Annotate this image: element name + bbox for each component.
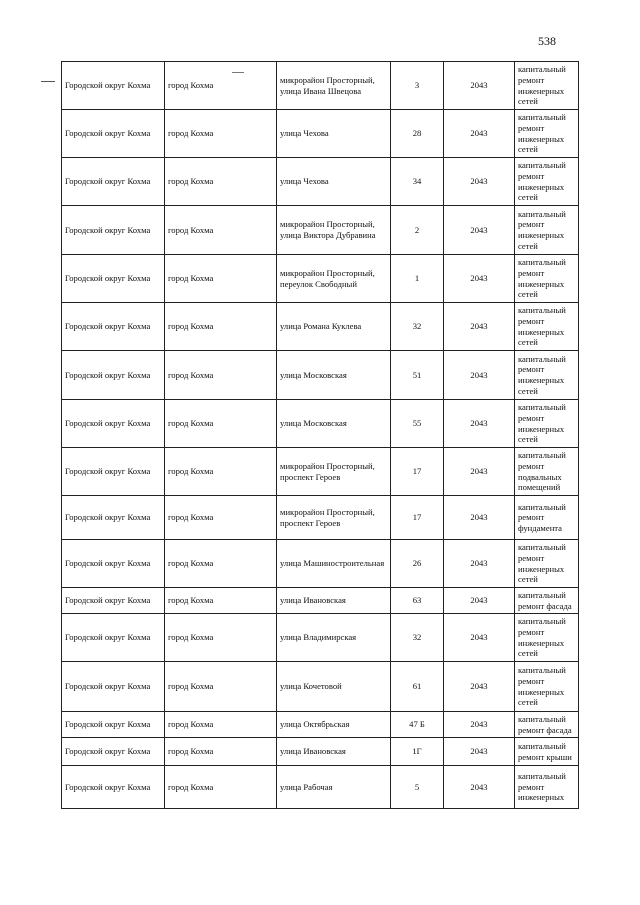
work-type-cell: капитальный ремонт инженерных сетей (515, 303, 579, 351)
district-cell: Городской округ Кохма (62, 351, 165, 400)
work-type-cell: капитальный ремонт фасада (515, 588, 579, 614)
table-row (62, 110, 579, 158)
work-type-cell: капитальный ремонт инженерных сетей (515, 62, 579, 110)
work-type-cell: капитальный ремонт подвальных помещений (515, 448, 579, 496)
house-number-cell: 32 (391, 614, 444, 662)
district-cell: Городской округ Кохма (62, 255, 165, 303)
street-cell: улица Машиностроительная (277, 540, 391, 588)
table-row (62, 540, 579, 588)
street-cell: улица Октябрьская (277, 712, 391, 738)
repair-schedule-table (61, 61, 579, 809)
district-cell: Городской округ Кохма (62, 496, 165, 540)
year-cell: 2043 (444, 662, 515, 712)
house-number-cell: 63 (391, 588, 444, 614)
work-type-cell: капитальный ремонт инженерных сетей (515, 351, 579, 400)
work-type-cell: капитальный ремонт инженерных сетей (515, 614, 579, 662)
year-cell: 2043 (444, 712, 515, 738)
district-cell: Городской округ Кохма (62, 712, 165, 738)
house-number-cell: 1Г (391, 738, 444, 766)
year-cell: 2043 (444, 206, 515, 255)
year-cell: 2043 (444, 110, 515, 158)
street-cell: улица Кочетовой (277, 662, 391, 712)
table-row (62, 496, 579, 540)
district-cell: Городской округ Кохма (62, 448, 165, 496)
district-cell: Городской округ Кохма (62, 540, 165, 588)
table-row (62, 448, 579, 496)
house-number-cell: 55 (391, 400, 444, 448)
street-cell: микрорайон Просторный, проспект Героев (277, 448, 391, 496)
year-cell: 2043 (444, 400, 515, 448)
table-row (62, 158, 579, 206)
district-cell: Городской округ Кохма (62, 738, 165, 766)
house-number-cell: 32 (391, 303, 444, 351)
house-number-cell: 28 (391, 110, 444, 158)
house-number-cell: 17 (391, 448, 444, 496)
year-cell: 2043 (444, 496, 515, 540)
house-number-cell: 61 (391, 662, 444, 712)
year-cell: 2043 (444, 303, 515, 351)
locality-cell: город Кохма (165, 766, 277, 809)
work-type-cell: капитальный ремонт инженерных сетей (515, 255, 579, 303)
table-row (62, 614, 579, 662)
district-cell: Городской округ Кохма (62, 158, 165, 206)
table-row (62, 255, 579, 303)
street-cell: улица Чехова (277, 158, 391, 206)
street-cell: улица Рабочая (277, 766, 391, 809)
year-cell: 2043 (444, 540, 515, 588)
street-cell: улица Ивановская (277, 738, 391, 766)
margin-mark (41, 81, 55, 82)
year-cell: 2043 (444, 448, 515, 496)
house-number-cell: 51 (391, 351, 444, 400)
street-cell: улица Ивановская (277, 588, 391, 614)
work-type-cell: капитальный ремонт инженерных сетей (515, 662, 579, 712)
year-cell: 2043 (444, 158, 515, 206)
locality-cell: город Кохма (165, 448, 277, 496)
table-row (62, 62, 579, 110)
street-cell: улица Владимирская (277, 614, 391, 662)
house-number-cell: 2 (391, 206, 444, 255)
locality-cell: город Кохма (165, 62, 277, 110)
locality-cell: город Кохма (165, 400, 277, 448)
locality-cell: город Кохма (165, 738, 277, 766)
table-body (62, 62, 579, 809)
locality-cell: город Кохма (165, 351, 277, 400)
table-row (62, 588, 579, 614)
table-row (62, 206, 579, 255)
table-row (62, 712, 579, 738)
year-cell: 2043 (444, 738, 515, 766)
district-cell: Городской округ Кохма (62, 662, 165, 712)
street-cell: улица Чехова (277, 110, 391, 158)
locality-cell: город Кохма (165, 540, 277, 588)
street-cell: микрорайон Просторный, улица Виктора Дубравина (277, 206, 391, 255)
street-cell: микрорайон Просторный, улица Ивана Швецова (277, 62, 391, 110)
house-number-cell: 1 (391, 255, 444, 303)
street-cell: улица Московская (277, 351, 391, 400)
year-cell: 2043 (444, 766, 515, 809)
locality-cell: город Кохма (165, 255, 277, 303)
district-cell: Городской округ Кохма (62, 766, 165, 809)
street-cell: улица Московская (277, 400, 391, 448)
locality-cell: город Кохма (165, 712, 277, 738)
year-cell: 2043 (444, 614, 515, 662)
locality-cell: город Кохма (165, 110, 277, 158)
street-cell: микрорайон Просторный, переулок Свободный (277, 255, 391, 303)
work-type-cell: капитальный ремонт инженерных сетей (515, 540, 579, 588)
work-type-cell: капитальный ремонт инженерных сетей (515, 110, 579, 158)
work-type-cell: капитальный ремонт крыши (515, 738, 579, 766)
table-row (62, 400, 579, 448)
table-row (62, 662, 579, 712)
district-cell: Городской округ Кохма (62, 614, 165, 662)
year-cell: 2043 (444, 351, 515, 400)
locality-cell: город Кохма (165, 158, 277, 206)
year-cell: 2043 (444, 588, 515, 614)
street-cell: микрорайон Просторный, проспект Героев (277, 496, 391, 540)
district-cell: Городской округ Кохма (62, 400, 165, 448)
locality-cell: город Кохма (165, 206, 277, 255)
table-row (62, 351, 579, 400)
work-type-cell: капитальный ремонт инженерных сетей (515, 400, 579, 448)
work-type-cell: капитальный ремонт инженерных сетей (515, 158, 579, 206)
house-number-cell: 34 (391, 158, 444, 206)
house-number-cell: 47 Б (391, 712, 444, 738)
locality-cell: город Кохма (165, 496, 277, 540)
district-cell: Городской округ Кохма (62, 206, 165, 255)
street-cell: улица Романа Куклева (277, 303, 391, 351)
district-cell: Городской округ Кохма (62, 110, 165, 158)
locality-cell: город Кохма (165, 303, 277, 351)
locality-cell: город Кохма (165, 614, 277, 662)
work-type-cell: капитальный ремонт инженерных (515, 766, 579, 809)
work-type-cell: капитальный ремонт инженерных сетей (515, 206, 579, 255)
district-cell: Городской округ Кохма (62, 303, 165, 351)
locality-cell: город Кохма (165, 662, 277, 712)
house-number-cell: 5 (391, 766, 444, 809)
table-row (62, 766, 579, 809)
locality-cell: город Кохма (165, 588, 277, 614)
work-type-cell: капитальный ремонт фасада (515, 712, 579, 738)
house-number-cell: 3 (391, 62, 444, 110)
table-row (62, 303, 579, 351)
year-cell: 2043 (444, 62, 515, 110)
work-type-cell: капитальный ремонт фундамента (515, 496, 579, 540)
house-number-cell: 26 (391, 540, 444, 588)
house-number-cell: 17 (391, 496, 444, 540)
district-cell: Городской округ Кохма (62, 588, 165, 614)
table-row (62, 738, 579, 766)
page-number: 538 (538, 34, 556, 48)
year-cell: 2043 (444, 255, 515, 303)
district-cell: Городской округ Кохма (62, 62, 165, 110)
